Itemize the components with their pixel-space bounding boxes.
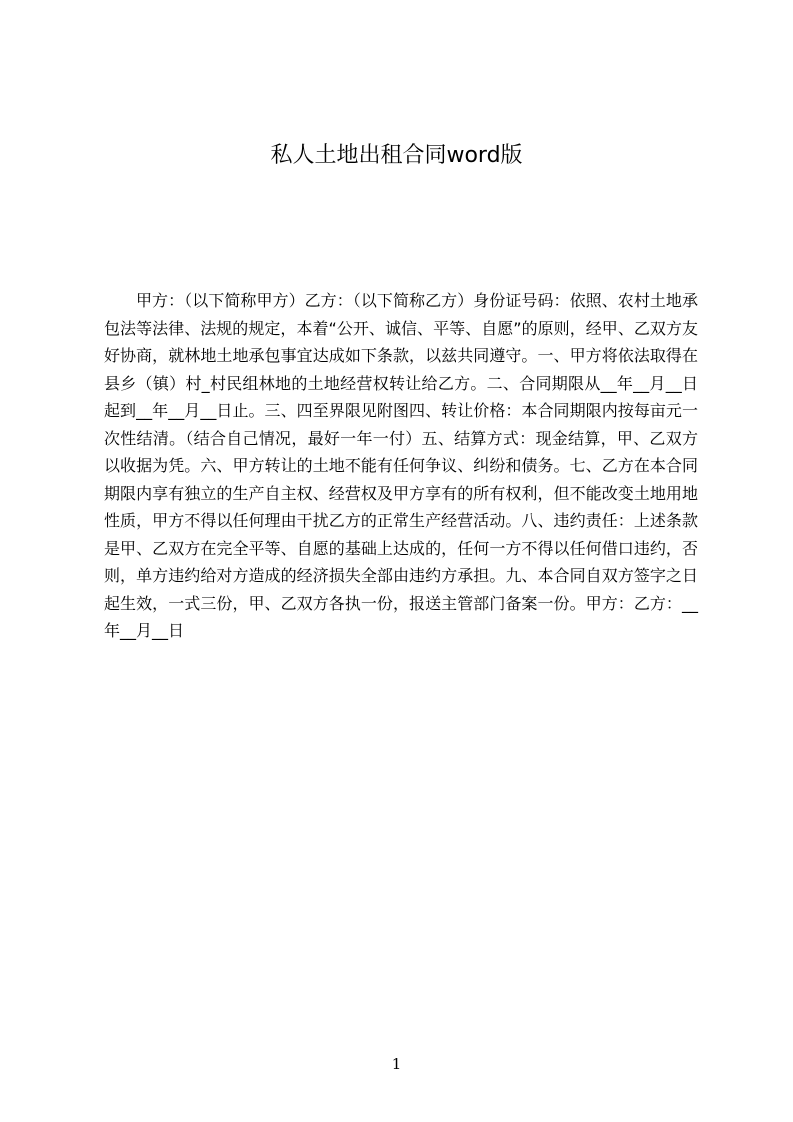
contract-body-paragraph: 甲方：（以下简称甲方）乙方：（以下简称乙方）身份证号码：依照、农村土地承包法等法律、法规的规定，本着“公开、诚信、平等、自愿”的原则，经甲、乙双方友好协商，就林地土地承包事宜达成如下条款，以兹共同遵守。一、甲方将依法取得在县乡（镇）村_村民组林地的土地经营权转让给乙方。二、合同期限从__年__月__日起到__年__月__日止。三、四至界限见附图四、转让价格：本合同期限内按每亩元一次性结清。（结合自己情况，最好一年一付）五、结算方式：现金结算，甲、乙双方以收据为凭。六、甲方转让的土地不能有任何争议、纠纷和债务。七、乙方在本合同期限内享有独立的生产自主权、经营权及甲方享有的所有权利，但不能改变土地用地性质，甲方不得以任何理由干扰乙方的正常生产经营活动。八、违约责任：上述条款是甲、乙双方在完全平等、自愿的基础上达成的，任何一方不得以任何借口违约，否则，单方违约给对方造成的经济损失全部由违约方承担。九、本合同自双方签字之日起生效，一式三份，甲、乙双方各执一份，报送主管部门备案一份。甲方：乙方：__年__月__日 [104, 291, 698, 640]
document-title: 私人土地出租合同word版 [270, 143, 523, 168]
page-number: 1 [391, 1055, 402, 1073]
